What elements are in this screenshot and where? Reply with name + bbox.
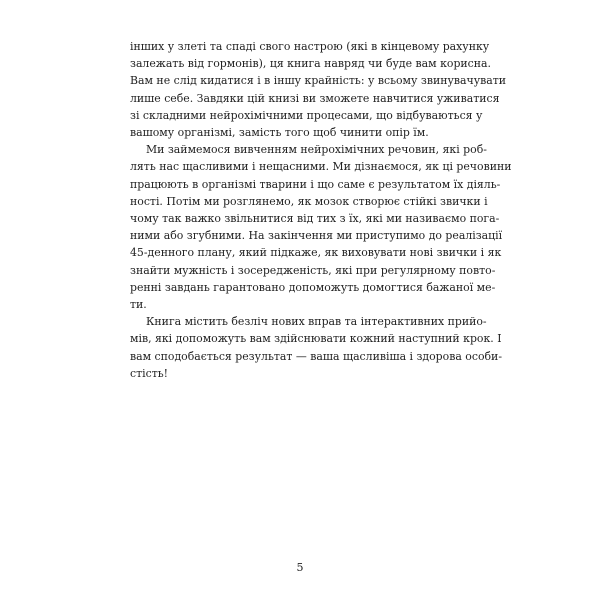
text-line: працюють в організмі тварини і що саме є результатом їх діяль-: [130, 177, 501, 191]
text-line: залежать від гормонів), ця книга навряд чи буде вам корисна.: [130, 57, 491, 71]
text-line: ності. Потім ми розглянемо, як мозок створює стійкі звички і: [130, 194, 488, 208]
text-line: ними або згубними. На закінчення ми приступимо до реалізації: [130, 229, 503, 243]
text-line: ти.: [130, 298, 147, 312]
text-line: 45-денного плану, який підкаже, як виховувати нові звички і як: [130, 246, 502, 260]
text-line: Книга містить безліч нових вправ та інтерактивних прийо-: [146, 315, 487, 329]
paragraph-1: [130, 38, 507, 141]
text-line: чому так важко звільнитися від тих з їх, які ми називаємо пога-: [130, 212, 500, 226]
text-line: стість!: [130, 366, 169, 380]
paragraph-2: [130, 141, 512, 313]
text-line: Ми займемося вивченням нейрохімічних речовин, які роб-: [146, 143, 487, 157]
text-line: знайти мужність і зосередженість, які при регулярному повто-: [130, 263, 496, 277]
text-line: ренні завдань гарантовано допоможуть домогтися бажаної ме-: [130, 280, 496, 294]
text-line: мів, які допоможуть вам здійснювати кожний наступний крок. І: [130, 332, 502, 346]
text-line: лише себе. Завдяки цій книзі ви зможете навчитися уживатися: [130, 91, 500, 105]
text-line: вам сподобається результат — ваша щасливіша і здорова особи-: [130, 349, 502, 363]
paragraph-3: [130, 313, 502, 382]
body-text: [130, 38, 512, 382]
text-line: зі складними нейрохімічними процесами, що відбуваються у: [130, 108, 483, 122]
text-line: Вам не слід кидатися і в іншу крайність: у всьому звинувачувати: [130, 74, 507, 88]
text-line: інших у злеті та спаді свого настрою (які в кінцевому рахунку: [130, 40, 490, 53]
text-line: вашому організмі, замість того щоб чинити опір їм.: [130, 126, 429, 140]
text-line: лять нас щасливими і нещасними. Ми дізнаємося, як ці речовини: [130, 160, 512, 174]
page-number: 5: [296, 561, 304, 574]
